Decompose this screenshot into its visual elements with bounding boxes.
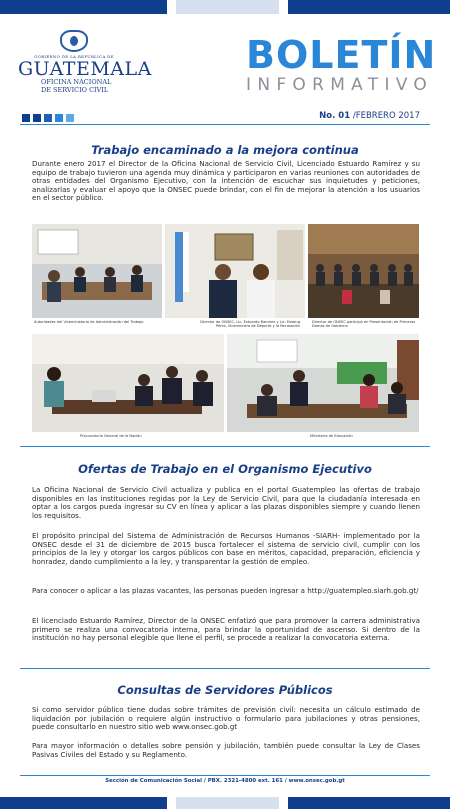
top-color-bar xyxy=(0,0,450,14)
onsec-logo xyxy=(18,30,152,94)
square-icon xyxy=(55,114,63,122)
caption-4: Procuraduría General de la Nación xyxy=(80,434,142,438)
top-bar-gap xyxy=(279,0,288,14)
section2-paragraph-2: El propósito principal del Sistema de Administración de Recursos Humanos -SIARH- implementado por la ONSEC desde el 31 de diciembre de 2015 busca fortalecer el sistema de servicio civil, cumplir con los principios de la ley y otorgar los cargos públicos con base en méritos, capacidad, preparación, eficiencia y honradez, dando cumplimiento a la ley, y transparentar la gestión de empleo. xyxy=(32,531,420,566)
caption-3: Director de ONSEC participó en Presentación de Primeras Damas de Gobierno xyxy=(312,320,416,329)
footer-contact: Sección de Comunicación Social / PBX. 2321-4800 ext. 161 / www.onsec.gob.gt xyxy=(105,778,345,784)
bottom-bar-gap xyxy=(279,797,288,809)
square-icon xyxy=(66,114,74,122)
header-divider xyxy=(20,124,430,125)
issue-date: /FEBRERO 2017 xyxy=(350,111,420,121)
bottom-bar-segment xyxy=(288,797,450,809)
bottom-bar-segment xyxy=(0,797,167,809)
logo-office-line2: DE SERVICIO CIVIL xyxy=(41,85,109,94)
section2-paragraph-4: El licenciado Estuardo Ramírez, Director de la ONSEC enfatizó que para promover la carrera administrativa primero se realiza una convocatoria interna, para brindar la oportunidad de ascenso. Si dentro de la institución no hay personal elegible que llene el perfil, se procede a realizar la convocatoria externa. xyxy=(32,616,420,642)
boletin-masthead xyxy=(246,33,437,95)
section3-paragraph-2: Para mayor información o detalles sobre pensión y jubilación, también puede consultar la Ley de Clases Pasivas Civiles del Estado y su Reglamento. xyxy=(32,741,420,759)
caption-5: Ministerio de Educación xyxy=(310,434,353,438)
photo-primeras-damas xyxy=(308,224,419,318)
section1-paragraph: Durante enero 2017 el Director de la Oficina Nacional de Servicio Civil, Licenciado Estuardo Ramírez y su equipo de trabajo tuvieron una agenda muy dinámica y participaron en varias reuniones con autoridades de otras entidades del Organismo Ejecutivo, con la intención de escuchar sus inquietudes y peticiones, analizarlas y evaluar el apoyo que la ONSEC puede brindar, con el fin de mejorar la atención a los usuarios en el sector público. xyxy=(32,159,420,202)
section-divider xyxy=(20,668,430,669)
photo-viceministerio-deporte xyxy=(165,224,305,318)
logo-government-text: GOBIERNO DE LA REPÚBLICA DE xyxy=(34,54,114,59)
boletin-title: BOLETÍN xyxy=(246,33,437,77)
square-icon xyxy=(33,114,41,122)
top-bar-segment xyxy=(0,0,167,14)
section1-title: Trabajo encaminado a la mejora continua xyxy=(91,143,359,157)
top-bar-gap xyxy=(167,0,176,14)
section3-paragraph-1: Si como servidor público tiene dudas sobre trámites de previsión civil: necesita un cálculo estimado de liquidación por jubilación o requiere algún instructivo o formulario para jubilaciones y otras pensiones, puede consultarlo en nuestro sitio web www.onsec.gob.gt xyxy=(32,705,420,731)
square-icon xyxy=(44,114,52,122)
top-bar-segment xyxy=(288,0,450,14)
bottom-color-bar xyxy=(0,797,450,809)
photo-ministerio-educacion xyxy=(227,334,419,432)
bottom-bar-segment xyxy=(176,797,280,809)
decorative-squares xyxy=(22,114,74,122)
boletin-subtitle: INFORMATIVO xyxy=(246,75,434,95)
logo-country-text: GUATEMALA xyxy=(18,58,152,80)
bottom-bar-gap xyxy=(167,797,176,809)
section2-paragraph-3: Para conocer o aplicar a las plazas vacantes, las personas pueden ingresar a http://guatempleo.siarh.gob.gt/ xyxy=(32,586,419,595)
coat-of-arms-icon xyxy=(60,30,88,52)
photo-viceministerio-trabajo xyxy=(32,224,162,318)
top-bar-segment xyxy=(176,0,280,14)
caption-2: Director de ONSEC, Lic. Estuardo Ramírez y Lic. Edwing Pérez, Viceministro de Deporte y la Recreación xyxy=(200,320,300,329)
issue-number: No. 01 xyxy=(319,111,351,121)
section-divider xyxy=(20,446,430,447)
section2-title: Ofertas de Trabajo en el Organismo Ejecutivo xyxy=(78,462,372,476)
section2-paragraph-1: La Oficina Nacional de Servicio Civil actualiza y publica en el portal Guatempleo las ofertas de trabajo disponibles en las instituciones regidas por la Ley de Servicio Civil, para que la ciudadanía interesada en optar a los cargos pueda ingresar su CV en línea y aplicar a las plazas disponibles siempre y cuando llenen los requisitos. xyxy=(32,485,420,520)
issue-info xyxy=(319,111,420,121)
square-icon xyxy=(22,114,30,122)
section3-title: Consultas de Servidores Públicos xyxy=(117,683,333,697)
logo-office-line1: OFICINA NACIONAL xyxy=(41,78,112,86)
caption-1: Autoridades del Viceministerio de Administración del Trabajo xyxy=(34,320,144,324)
photo-procuraduria xyxy=(32,334,224,432)
footer-divider xyxy=(20,775,430,776)
